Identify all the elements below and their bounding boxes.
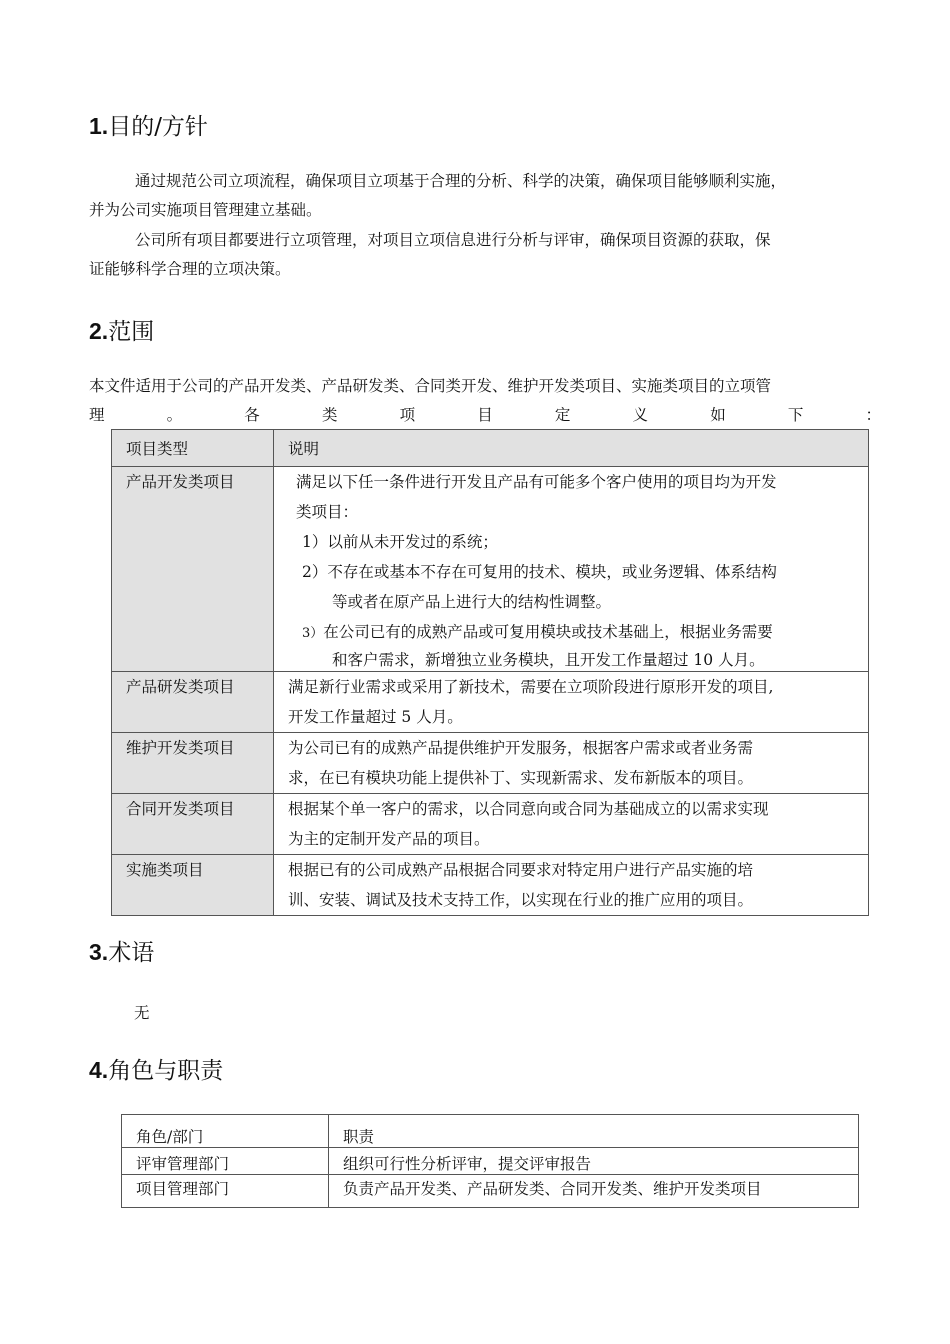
table-row [122,1148,859,1175]
row-desc-line: 满足以下任一条件进行开发且产品有可能多个客户使用的项目均为开发 [296,473,777,491]
table-row [112,733,869,794]
section-2-title: 范围 [108,319,155,345]
row-type: 维护开发类项目 [112,733,274,794]
row-desc-line: 等或者在原产品上进行大的结构性调整。 [332,593,612,611]
section-4-title: 角色与职责 [108,1058,224,1084]
section-4-heading [89,1052,223,1085]
row-duty: 负责产品开发类、产品研发类、合同开发类、维护开发类项目 [329,1175,859,1208]
header-role: 角色/部门 [122,1115,329,1148]
row-desc-line: 根据已有的公司成熟产品根据合同要求对特定用户进行产品实施的培 [288,861,754,879]
row-desc-line: 和客户需求，新增独立业务模块，且开发工作量超过 10 人月。 [332,651,765,669]
header-project-type: 项目类型 [112,430,274,467]
section-2-heading [89,313,154,346]
row-desc-line: 求，在已有模块功能上提供补丁、实现新需求、发布新版本的项目。 [288,769,754,787]
row-desc-line: 类项目： [296,503,359,521]
project-type-table [111,429,869,916]
row-type: 合同开发类项目 [112,794,274,855]
table-row [112,855,869,916]
table-row [112,672,869,733]
row-desc-line: 3）在公司已有的成熟产品或可复用模块或技术基础上，根据业务需要 [302,623,773,641]
section-2-number: 2. [89,318,109,344]
row-desc-line: 1）以前从未开发过的系统； [302,533,498,551]
section-4-number: 4. [89,1057,109,1083]
table-row [122,1175,859,1208]
section-3-title: 术语 [108,940,155,966]
section-3-heading [89,934,154,967]
row-role: 项目管理部门 [122,1175,329,1208]
section-1-para2-line1: 公司所有项目都要进行立项管理，对项目立项信息进行分析与评审，确保项目资源的获取，保 [135,231,771,249]
row-desc-line: 根据某个单一客户的需求，以合同意向或合同为基础成立的以需求实现 [288,800,769,818]
section-3-number: 3. [89,939,109,965]
section-1-heading [89,108,208,141]
section-1-title: 目的/方针 [108,114,208,140]
row-desc-line: 为公司已有的成熟产品提供维护开发服务，根据客户需求或者业务需 [288,739,754,757]
table-header-row [112,430,869,467]
table-row [112,794,869,855]
table-header-row [122,1115,859,1148]
row-duty: 组织可行性分析评审，提交评审报告 [329,1148,859,1175]
section-1-para1-line2: 并为公司实施项目管理建立基础。 [89,201,322,219]
section-3-body: 无 [134,1004,150,1022]
section-2-intro-line1: 本文件适用于公司的产品开发类、产品研发类、合同类开发、维护开发类项目、实施类项目的立项管 [89,377,772,395]
section-1-para1-line1: 通过规范公司立项流程，确保项目立项基于合理的分析、科学的决策，确保项目能够顺利实施， [135,172,787,190]
row-type: 产品开发类项目 [112,467,274,672]
header-duty: 职责 [329,1115,859,1148]
row-desc-line: 满足新行业需求或采用了新技术，需要在立项阶段进行原形开发的项目, [288,678,774,696]
row-desc-line: 2）不存在或基本不存在可复用的技术、模块，或业务逻辑、体系结构 [302,563,777,581]
list-marker: 3） [302,626,324,641]
row-desc-line: 开发工作量超过 5 人月。 [288,708,463,726]
row-role: 评审管理部门 [122,1148,329,1175]
row-desc-line: 为主的定制开发产品的项目。 [288,830,490,848]
row-desc-line: 训、安装、调试及技术支持工作，以实现在行业的推广应用的项目。 [288,891,754,909]
row-type: 实施类项目 [112,855,274,916]
roles-table [121,1114,859,1208]
section-1-number: 1. [89,113,109,139]
row-type: 产品研发类项目 [112,672,274,733]
section-1-para2-line2: 证能够科学合理的立项决策。 [89,260,291,278]
header-description: 说明 [274,430,869,467]
section-2-intro-line2: 理 。 各 类 项 目 定 义 如 下 ： [89,406,881,424]
table-row [112,467,869,672]
